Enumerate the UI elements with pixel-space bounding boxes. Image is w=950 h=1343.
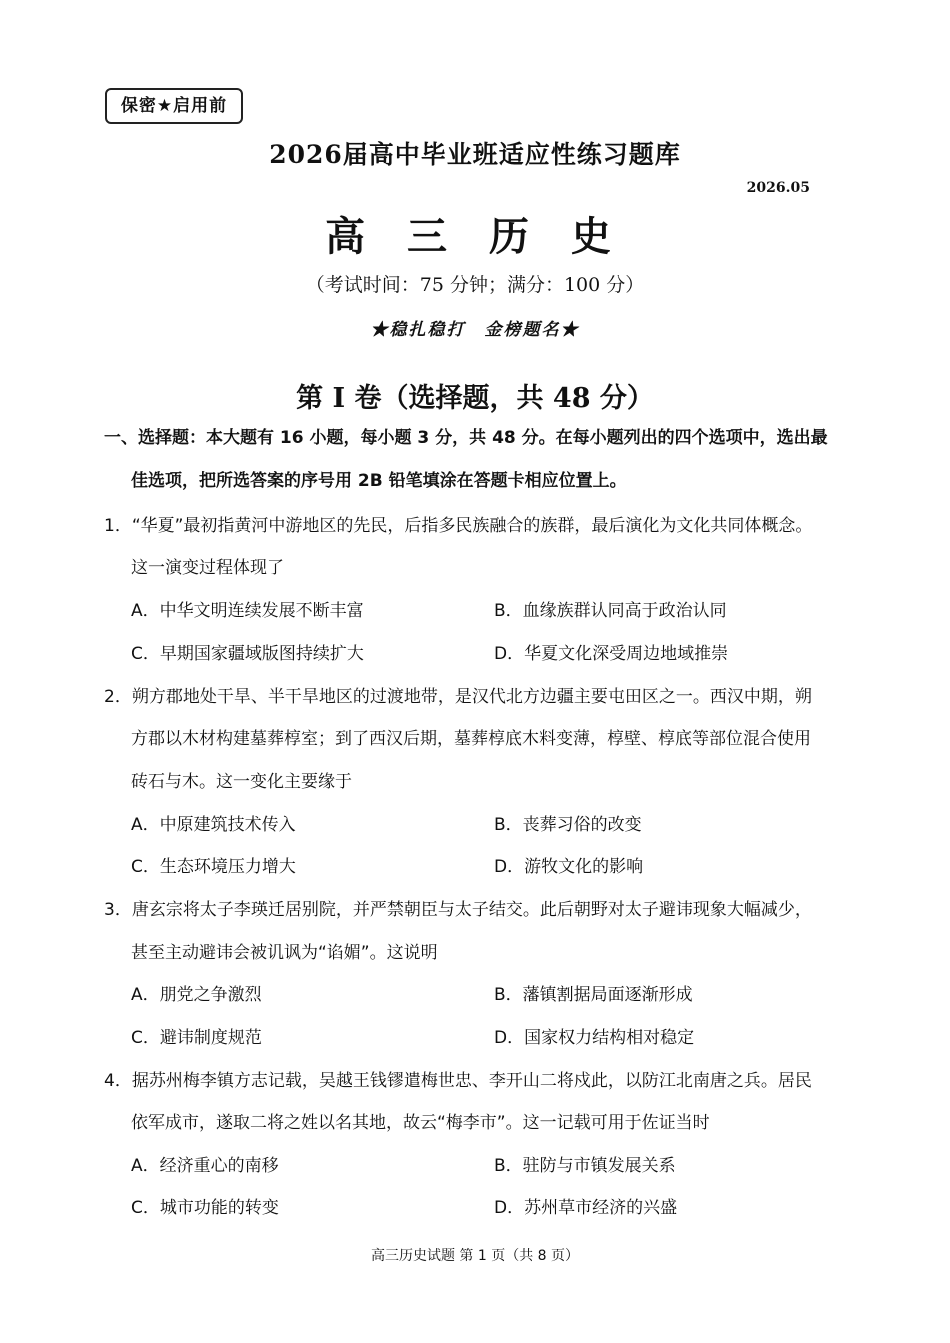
motto: ★稳扎稳打 金榜题名★ — [370, 320, 580, 340]
question-stem-line: 1．“华夏”最初指黄河中游地区的先民，后指多民族融合的族群，最后演化为文化共同体概念。 — [104, 516, 813, 536]
page-footer: 高三历史试题 第 1 页（共 8 页） — [370, 1248, 580, 1264]
paper-title: 2026届高中毕业班适应性练习题库 — [269, 140, 681, 169]
instruction-line: 佳选项，把所选答案的序号用 2B 铅笔填涂在答题卡相应位置上。 — [131, 471, 627, 491]
question-stem-line: 方郡以木材构建墓葬椁室；到了西汉后期，墓葬椁底木料变薄，椁壁、椁底等部位混合使用 — [131, 729, 811, 749]
subject-title: 高 三 历 史 — [325, 213, 625, 260]
option-b: B．藩镇割据局面逐渐形成 — [494, 985, 693, 1005]
option-d: D．苏州草市经济的兴盛 — [494, 1198, 678, 1218]
option-c: C．城市功能的转变 — [131, 1198, 279, 1218]
option-a: A．中原建筑技术传入 — [131, 815, 296, 835]
instruction-line: 一、选择题：本大题有 16 小题，每小题 3 分，共 48 分。在每小题列出的四个选项中，选出最 — [104, 428, 828, 448]
question-stem-line: 2．朔方郡地处干旱、半干旱地区的过渡地带，是汉代北方边疆主要屯田区之一。西汉中期，朔 — [104, 687, 812, 707]
option-b: B．驻防与市镇发展关系 — [494, 1156, 676, 1176]
option-b: B．血缘族群认同高于政治认同 — [494, 601, 727, 621]
option-b: B．丧葬习俗的改变 — [494, 815, 642, 835]
question-stem-line: 4．据苏州梅李镇方志记载，吴越王钱镠遣梅世忠、李开山二将戍此，以防江北南唐之兵。居民 — [104, 1071, 812, 1091]
question-stem-line: 3．唐玄宗将太子李瑛迁居别院，并严禁朝臣与太子结交。此后朝野对太子避讳现象大幅减少， — [104, 900, 812, 920]
question-stem-line: 甚至主动避讳会被讥讽为“谄媚”。这说明 — [131, 943, 438, 963]
confidential-stamp: 保密★启用前 — [105, 88, 243, 124]
part-title: 第 I 卷（选择题，共 48 分） — [296, 383, 654, 414]
option-c: C．避讳制度规范 — [131, 1028, 262, 1048]
option-c: C．早期国家疆域版图持续扩大 — [131, 644, 364, 664]
exam-info: （考试时间：75 分钟；满分：100 分） — [305, 274, 645, 296]
option-d: D．华夏文化深受周边地域推崇 — [494, 644, 729, 664]
question-stem-line: 砖石与木。这一变化主要缘于 — [131, 772, 352, 792]
option-d: D．游牧文化的影响 — [494, 857, 644, 877]
option-d: D．国家权力结构相对稳定 — [494, 1028, 695, 1048]
option-a: A．中华文明连续发展不断丰富 — [131, 601, 364, 621]
question-stem-line: 依军成市，遂取二将之姓以名其地，故云“梅李市”。这一记载可用于佐证当时 — [131, 1113, 710, 1133]
option-a: A．经济重心的南移 — [131, 1156, 279, 1176]
exam-date: 2026.05 — [746, 180, 810, 196]
option-a: A．朋党之争激烈 — [131, 985, 262, 1005]
option-c: C．生态环境压力增大 — [131, 857, 296, 877]
question-stem-line: 这一演变过程体现了 — [131, 558, 284, 578]
